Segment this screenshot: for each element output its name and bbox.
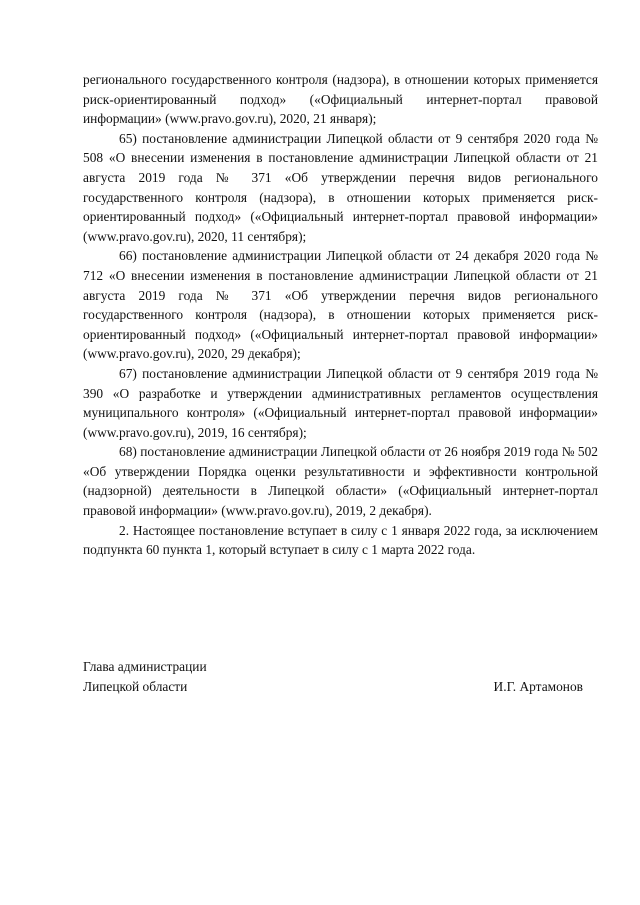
document-body bbox=[83, 70, 598, 560]
paragraph-point-2: 2. Настоящее постановление вступает в силу с 1 января 2022 года, за исключением подпункта 60 пункта 1, который вступает в силу с 1 марта 2022 года. bbox=[83, 522, 598, 558]
paragraph-continuation: регионального государственного контроля (надзора), в отношении которых применяется риск-ориентированный подход» («Официальный интернет-портал правовой информации» (www.pravo.gov.ru), 2020, 21 января); bbox=[83, 72, 598, 127]
signatory-title-line2: Липецкой области bbox=[83, 678, 188, 694]
paragraph-item-65: 65) постановление администрации Липецкой области от 9 сентября 2020 года № 508 «О внесении изменения в постановление администрации Липецкой области от 21 августа 2019 года № 371 «Об утверждении перечня видов регионального государственного контроля (надзора), в отношении которых применяется риск-ориентированный подход» («Официальный интернет-портал правовой информации» (www.pravo.gov.ru), 2020, 11 сентября); bbox=[83, 130, 598, 244]
paragraph-item-66: 66) постановление администрации Липецкой области от 24 декабря 2020 года № 712 «О внесении изменения в постановление администрации Липецкой области от 21 августа 2019 года № 371 «Об утверждении перечня видов регионального государственного контроля (надзора), в отношении которых применяется риск-ориентированный подход» («Официальный интернет-портал правовой информации» (www.pravo.gov.ru), 2020, 29 декабря); bbox=[83, 248, 598, 362]
signatory-name: И.Г. Артамонов bbox=[493, 678, 583, 694]
paragraph-item-68: 68) постановление администрации Липецкой области от 26 ноября 2019 года № 502 «Об утверждении Порядка оценки результативности и эффективности контрольной (надзорной) деятельности в Липецкой области» («Официальный интернет-портал правовой информации» (www.pravo.gov.ru), 2019, 2 декабря). bbox=[83, 444, 598, 519]
signatory-title-line1: Глава администрации bbox=[83, 659, 207, 674]
signature-block bbox=[83, 657, 583, 696]
paragraph-item-67: 67) постановление администрации Липецкой области от 9 сентября 2019 года № 390 «О разработке и утверждении административных регламентов осуществления муниципального контроля» («Официальный интернет-портал правовой информации» (www.pravo.gov.ru), 2019, 16 сентября); bbox=[83, 365, 598, 440]
signature-row bbox=[83, 677, 583, 697]
